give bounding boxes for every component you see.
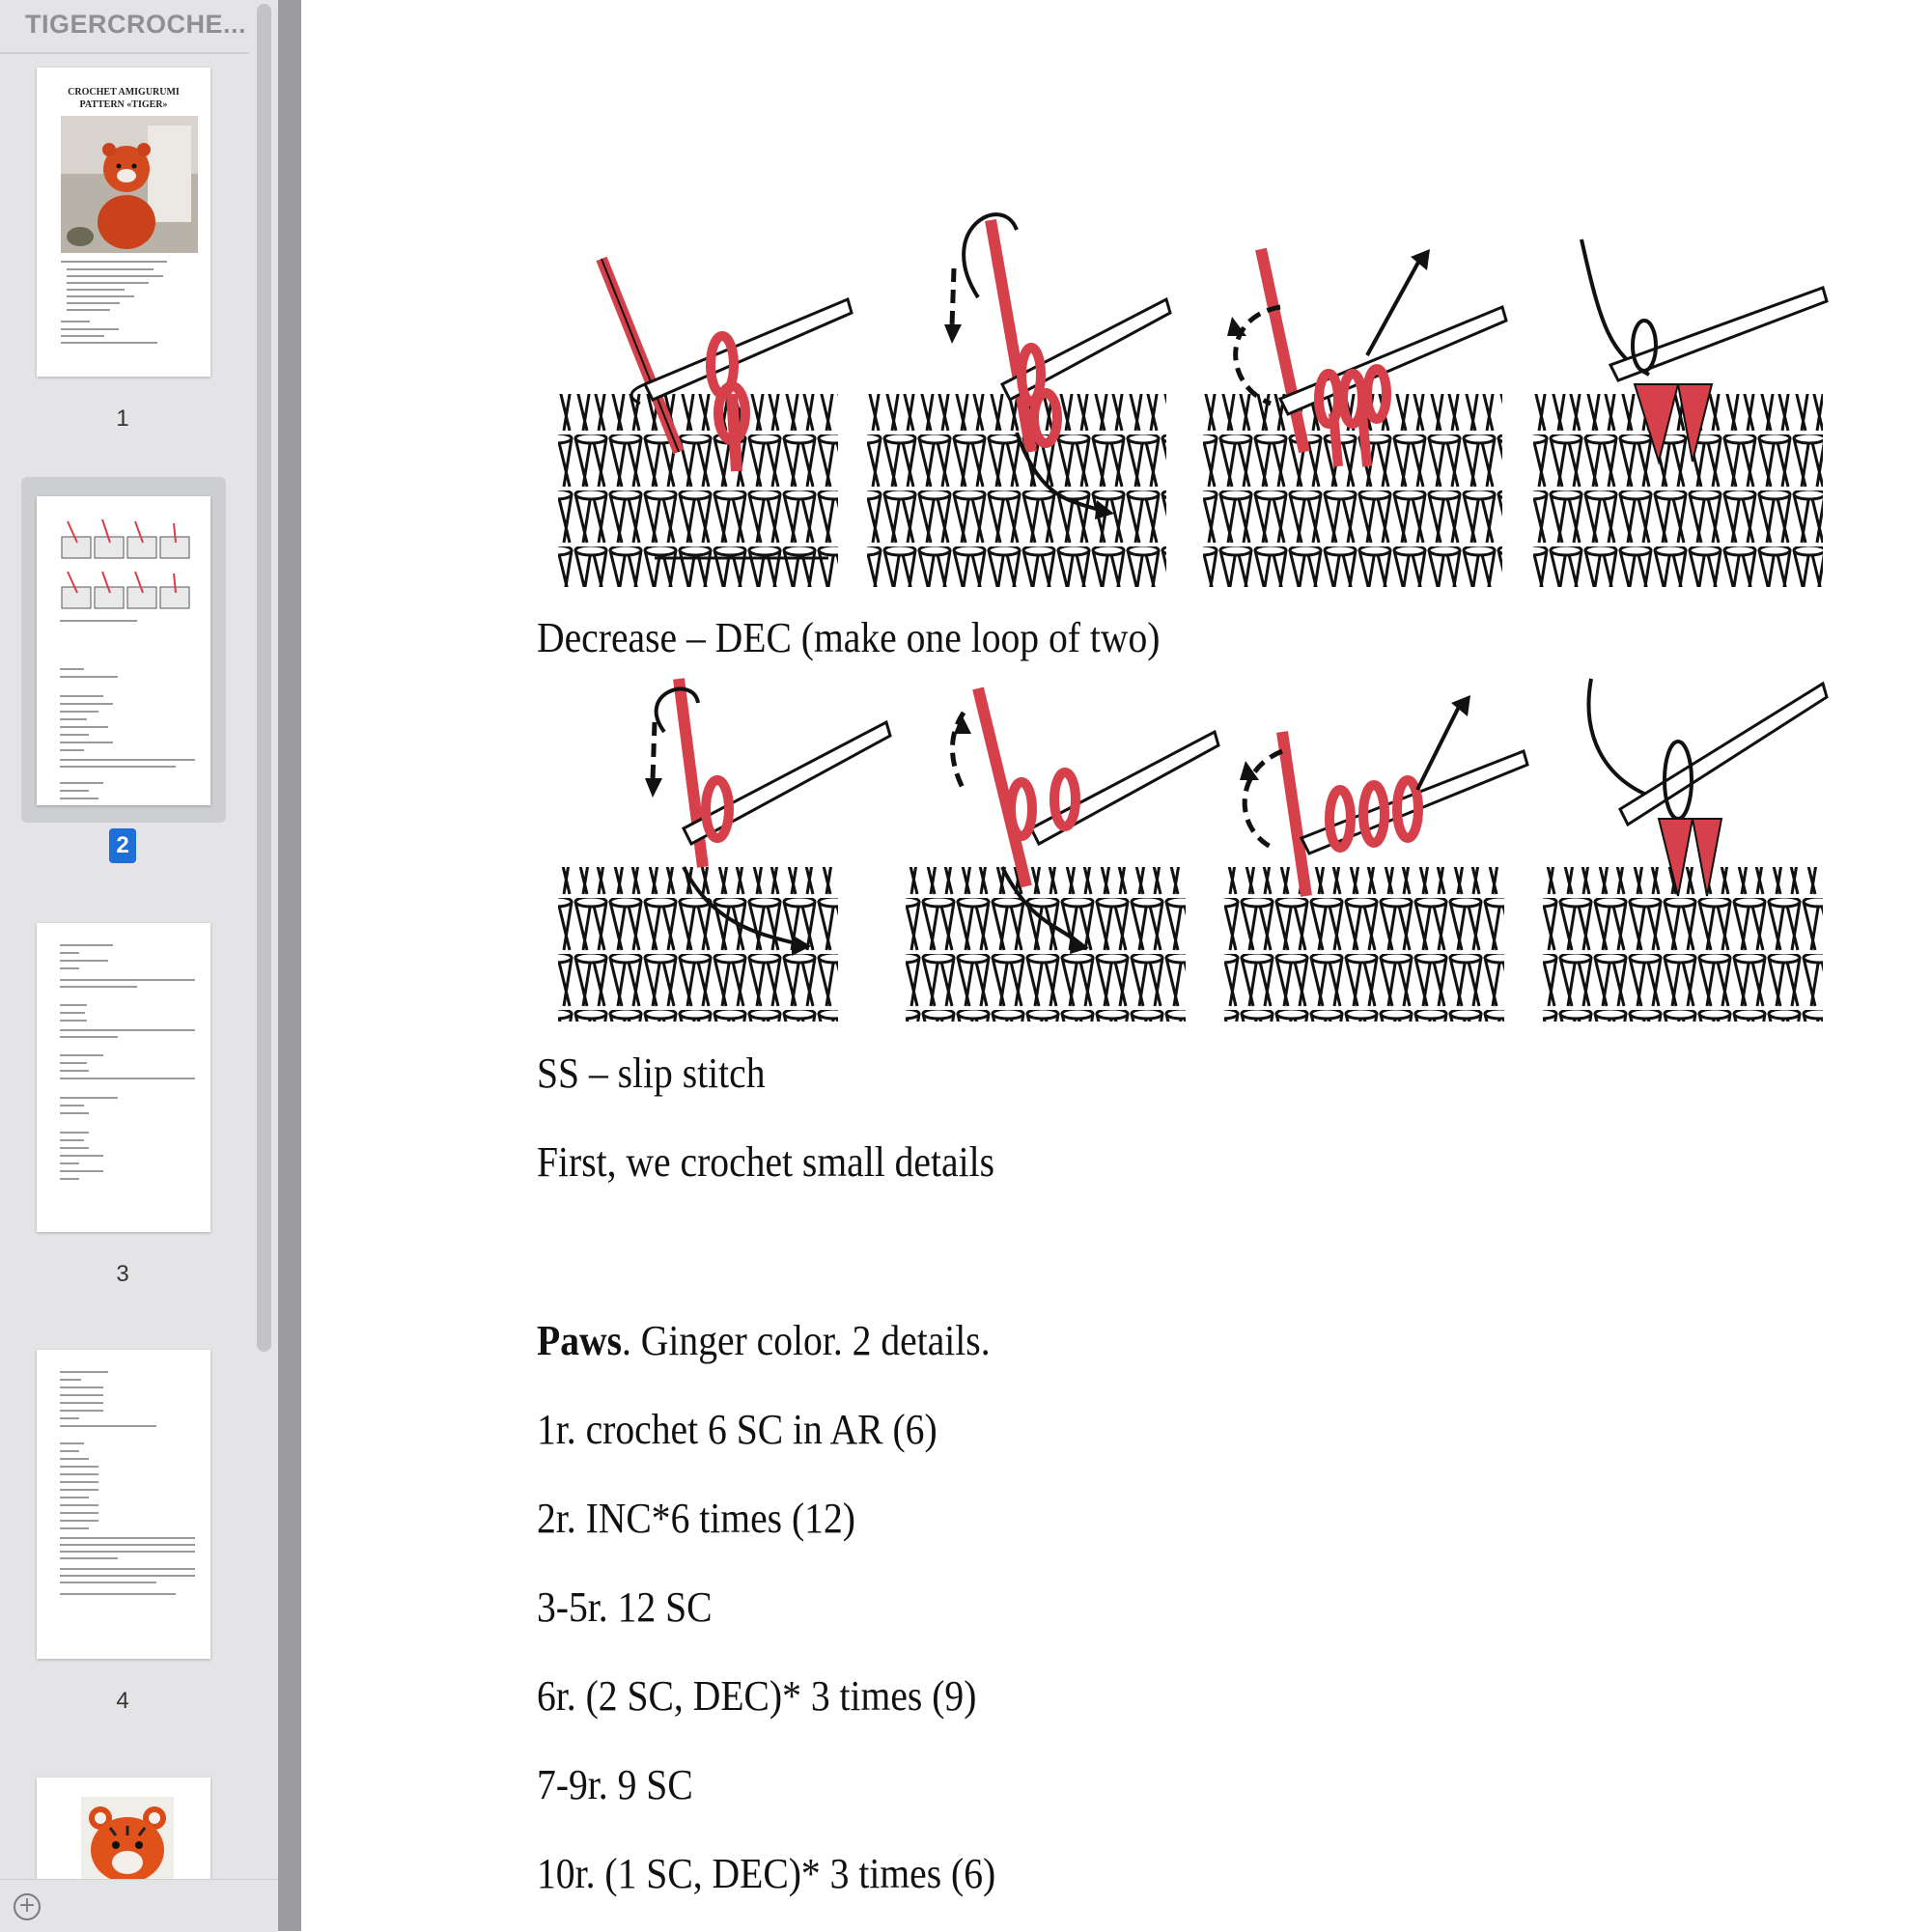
page-number-1[interactable]: 1 xyxy=(116,406,129,432)
row-instruction-6: 10r. (1 SC, DEC)* 3 times (6) xyxy=(537,1850,996,1897)
sidebar-footer xyxy=(0,1879,278,1932)
row-instruction-3: 3-5r. 12 SC xyxy=(537,1583,713,1631)
plus-circle-icon[interactable]: + xyxy=(14,1893,41,1920)
page-thumbnail-1[interactable] xyxy=(37,68,210,377)
thumb-title-line2: PATTERN «TIGER» xyxy=(79,99,168,110)
page-thumbnail-2[interactable] xyxy=(37,496,210,805)
sidebar-scrollbar[interactable] xyxy=(257,4,271,1352)
page-number-2[interactable]: 2 xyxy=(109,828,136,863)
page-number-3[interactable]: 3 xyxy=(116,1261,129,1287)
ss-step-2 xyxy=(906,688,1218,1022)
paws-description: . Ginger color. 2 details. xyxy=(622,1317,991,1364)
ss-step-1 xyxy=(558,679,890,1022)
tiger-photo-thumbnail xyxy=(61,116,198,253)
sidebar-gutter xyxy=(278,0,301,1931)
dec-step-3 xyxy=(1203,249,1506,587)
paws-heading-line xyxy=(537,1317,991,1364)
ss-step-4 xyxy=(1543,679,1827,1022)
decrease-diagrams xyxy=(539,210,1931,597)
thumb-diagrams xyxy=(60,518,195,614)
page-thumbnail-5[interactable] xyxy=(37,1778,210,1879)
row-instruction-1: 1r. crochet 6 SC in AR (6) xyxy=(537,1406,938,1453)
caption-decrease: Decrease – DEC (make one loop of two) xyxy=(537,614,1161,661)
row-instruction-2: 2r. INC*6 times (12) xyxy=(537,1495,855,1542)
caption-slip-stitch: SS – slip stitch xyxy=(537,1050,766,1097)
sidebar-divider xyxy=(0,52,249,54)
ss-step-3 xyxy=(1224,695,1527,1022)
page-thumbnail-4[interactable] xyxy=(37,1350,210,1659)
tiger-head-thumbnail xyxy=(81,1797,174,1879)
intro-text: First, we crochet small details xyxy=(537,1138,994,1186)
document-title: TIGERCROCHE... xyxy=(25,10,247,39)
dec-step-4 xyxy=(1533,239,1827,587)
document-page xyxy=(301,0,1931,1931)
page-thumbnail-3[interactable] xyxy=(37,923,210,1232)
dec-step-2 xyxy=(867,214,1170,587)
thumb-title-line1: CROCHET AMIGURUMI xyxy=(68,87,180,98)
row-instruction-4: 6r. (2 SC, DEC)* 3 times (9) xyxy=(537,1672,977,1720)
paws-heading: Paws xyxy=(537,1317,623,1364)
thumbnail-sidebar xyxy=(0,0,278,1931)
slip-stitch-diagrams xyxy=(539,674,1931,1031)
page-number-4[interactable]: 4 xyxy=(116,1688,129,1714)
dec-step-1 xyxy=(558,259,852,587)
row-instruction-5: 7-9r. 9 SC xyxy=(537,1761,693,1808)
